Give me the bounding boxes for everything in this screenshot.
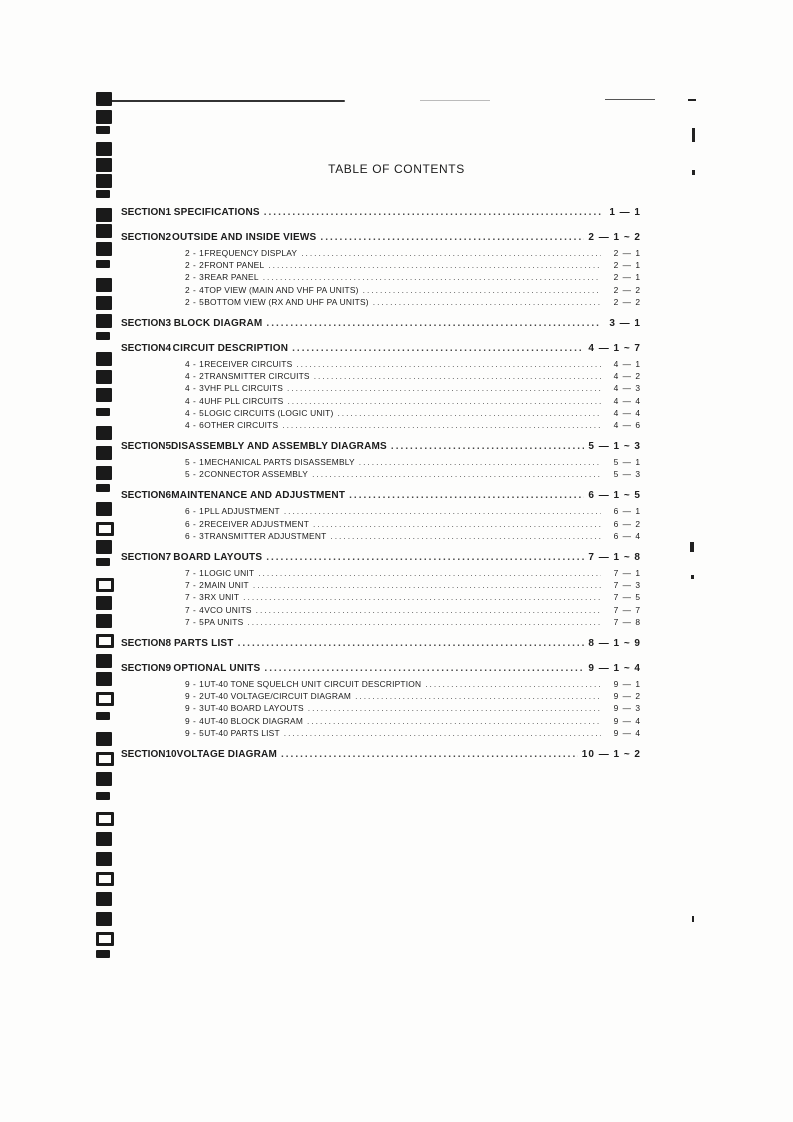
subsection-number: 5 - 1	[185, 457, 205, 468]
subsection-page: 2 — 1	[613, 260, 641, 271]
binding-tab	[96, 190, 110, 198]
binding-tab	[96, 408, 110, 416]
dot-leader	[238, 635, 585, 653]
subsection-page: 7 — 1	[613, 568, 641, 578]
dot-leader	[314, 370, 601, 382]
subsection-number: 9 - 4	[185, 715, 205, 726]
toc-subsection-row	[121, 727, 641, 739]
subsection-title: TOP VIEW (MAIN AND VHF PA UNITS)	[204, 284, 359, 295]
binding-tab	[96, 352, 112, 366]
subsection-page: 9 — 4	[613, 715, 641, 726]
subsection-page: 5 — 1	[613, 457, 641, 468]
scan-mark	[692, 128, 695, 142]
subsection-title: TRANSMITTER ADJUSTMENT	[204, 530, 327, 541]
section-label: SECTION	[121, 637, 166, 649]
subsection-page: 7 — 3	[613, 580, 641, 591]
subsection-page: 2 — 2	[613, 284, 641, 295]
toc-section-row	[121, 660, 641, 678]
binding-tab	[96, 224, 112, 238]
subsection-title: UT-40 VOLTAGE/CIRCUIT DIAGRAM	[204, 691, 352, 702]
dot-leader	[307, 715, 601, 727]
subsection-title: OTHER CIRCUITS	[204, 419, 279, 430]
section-label: SECTION	[121, 317, 166, 329]
subsection-number: 4 - 1	[185, 358, 205, 369]
binding-tab	[96, 732, 112, 746]
subsection-page: 9 — 3	[613, 703, 641, 714]
section-number: 5	[165, 441, 172, 453]
subsection-title: FREQUENCY DISPLAY	[204, 248, 298, 258]
dot-leader	[355, 690, 601, 702]
subsection-page: 4 — 4	[613, 395, 641, 406]
binding-tab	[96, 540, 112, 554]
toc-subsection-row	[121, 678, 641, 690]
subsection-title: UT-40 TONE SQUELCH UNIT CIRCUIT DESCRIPTION	[204, 678, 422, 689]
dot-leader	[292, 340, 584, 358]
subsection-page: 4 — 4	[613, 407, 641, 418]
toc-subsection-row	[121, 358, 641, 370]
toc-subsection-row	[121, 382, 641, 394]
subsection-number: 7 - 2	[185, 580, 205, 591]
section-page: 10 — 1 ~ 2	[581, 748, 641, 760]
binding-tab	[96, 950, 110, 958]
binding-tab	[96, 596, 112, 610]
subsection-page: 6 — 4	[613, 530, 641, 541]
toc-section-row	[121, 549, 641, 567]
subsection-number: 5 - 2	[185, 469, 205, 480]
section-number: 2	[165, 232, 172, 243]
toc-subsection-row	[121, 456, 641, 468]
dot-leader	[349, 487, 584, 505]
section-title: BLOCK DIAGRAM	[173, 317, 263, 329]
binding-tab	[96, 426, 112, 440]
dot-leader	[264, 660, 584, 678]
toc-subsection-row	[121, 407, 641, 419]
subsection-title: PLL ADJUSTMENT	[204, 506, 280, 517]
subsection-title: VCO UNITS	[204, 604, 252, 615]
toc-subsection-row	[121, 518, 641, 530]
section-label: SECTION	[121, 662, 166, 674]
subsection-title: LOGIC CIRCUITS (LOGIC UNIT)	[204, 407, 334, 418]
subsection-number: 4 - 4	[185, 395, 205, 406]
table-of-contents	[121, 204, 641, 771]
subsection-title: FRONT PANEL	[204, 260, 265, 271]
scan-mark	[691, 575, 694, 579]
dot-leader	[243, 591, 601, 603]
section-number: 10	[165, 748, 177, 760]
subsection-number: 2 - 3	[185, 272, 205, 283]
dot-leader	[264, 204, 601, 222]
dot-leader	[337, 407, 601, 419]
subsection-number: 6 - 3	[185, 530, 205, 541]
subsection-page: 2 — 1	[613, 248, 641, 258]
toc-subsection-row	[121, 259, 641, 271]
toc-subsection-row	[121, 284, 641, 296]
dot-leader	[373, 296, 601, 308]
toc-subsection-row	[121, 395, 641, 407]
binding-tab	[96, 502, 112, 516]
binding-tab	[96, 712, 110, 720]
binding-tab	[96, 654, 112, 668]
binding-tab	[96, 260, 110, 268]
subsection-page: 9 — 1	[613, 678, 641, 689]
binding-tab	[96, 278, 112, 292]
toc-section-row	[121, 635, 641, 653]
subsection-title: BOTTOM VIEW (RX AND UHF PA UNITS)	[204, 296, 369, 307]
toc-section-row	[121, 315, 641, 333]
section-page: 7 — 1 ~ 8	[588, 552, 641, 563]
binding-tab	[96, 912, 112, 926]
dot-leader	[363, 284, 601, 296]
toc-subsection-row	[121, 419, 641, 431]
section-page: 8 — 1 ~ 9	[588, 637, 641, 649]
binding-tab	[96, 892, 112, 906]
subsection-title: UHF PLL CIRCUITS	[204, 395, 284, 406]
dot-leader	[281, 746, 578, 764]
subsection-page: 4 — 1	[613, 358, 641, 369]
subsection-page: 2 — 2	[613, 296, 641, 307]
dot-leader	[287, 395, 601, 407]
dot-leader	[391, 438, 584, 456]
dot-leader	[266, 315, 601, 333]
subsection-number: 6 - 1	[185, 506, 205, 517]
subsection-page: 4 — 2	[613, 371, 641, 382]
subsection-number: 9 - 1	[185, 678, 205, 689]
section-label: SECTION	[121, 232, 166, 243]
binding-tab	[96, 772, 112, 786]
binding-tab	[96, 110, 112, 124]
binding-tab	[96, 332, 110, 340]
dot-leader	[266, 549, 584, 567]
subsection-number: 9 - 2	[185, 691, 205, 702]
binding-tab	[96, 558, 110, 566]
toc-subsection-row	[121, 591, 641, 603]
subsection-title: REAR PANEL	[204, 272, 259, 283]
binding-tab	[96, 692, 114, 706]
dot-leader	[282, 419, 601, 431]
section-page: 3 — 1	[609, 317, 641, 329]
subsection-title: RECEIVER CIRCUITS	[204, 358, 293, 369]
binding-tab	[96, 370, 112, 384]
section-title: BOARD LAYOUTS	[173, 552, 263, 563]
section-page: 9 — 1 ~ 4	[588, 662, 641, 674]
binding-tab	[96, 634, 114, 648]
subsection-title: UT-40 PARTS LIST	[204, 727, 280, 738]
top-rule	[100, 100, 345, 102]
spiral-binding	[96, 92, 114, 962]
binding-tab	[96, 388, 112, 402]
toc-subsection-row	[121, 530, 641, 542]
section-page: 5 — 1 ~ 3	[588, 441, 641, 453]
section-title: VOLTAGE DIAGRAM	[176, 748, 277, 760]
binding-tab	[96, 792, 110, 800]
subsection-title: CONNECTOR ASSEMBLY	[204, 469, 309, 480]
subsection-number: 4 - 2	[185, 371, 205, 382]
dot-leader	[256, 604, 601, 616]
subsection-title: LOGIC UNIT	[204, 568, 255, 578]
section-page: 2 — 1 ~ 2	[588, 232, 641, 243]
subsection-page: 4 — 6	[613, 419, 641, 430]
toc-section-row	[121, 340, 641, 358]
toc-subsection-row	[121, 468, 641, 480]
toc-subsection-row	[121, 296, 641, 308]
page-title: TABLE OF CONTENTS	[328, 162, 465, 176]
binding-tab	[96, 672, 112, 686]
dot-leader	[308, 702, 601, 714]
subsection-page: 4 — 3	[613, 383, 641, 394]
subsection-title: TRANSMITTER CIRCUITS	[204, 371, 310, 382]
subsection-number: 9 - 3	[185, 703, 205, 714]
subsection-number: 4 - 5	[185, 407, 205, 418]
subsection-number: 4 - 3	[185, 383, 205, 394]
binding-tab	[96, 242, 112, 256]
toc-subsection-row	[121, 370, 641, 382]
section-title: DISASSEMBLY AND ASSEMBLY DIAGRAMS	[171, 441, 387, 453]
toc-section-row	[121, 438, 641, 456]
section-label: SECTION	[121, 441, 166, 453]
binding-tab	[96, 872, 114, 886]
section-title: OPTIONAL UNITS	[173, 662, 261, 674]
dot-leader	[296, 358, 601, 370]
subsection-page: 9 — 4	[613, 727, 641, 738]
binding-tab	[96, 484, 110, 492]
dot-leader	[284, 505, 601, 517]
toc-subsection-row	[121, 579, 641, 591]
dot-leader	[263, 271, 601, 283]
subsection-number: 7 - 1	[185, 568, 205, 578]
subsection-number: 4 - 6	[185, 419, 205, 430]
section-label: SECTION	[121, 552, 166, 563]
binding-tab	[96, 126, 110, 134]
toc-section-row	[121, 204, 641, 222]
binding-tab	[96, 296, 112, 310]
subsection-page: 7 — 7	[613, 604, 641, 615]
subsection-page: 7 — 8	[613, 616, 641, 627]
binding-tab	[96, 522, 114, 536]
subsection-number: 6 - 2	[185, 518, 205, 529]
subsection-page: 2 — 1	[613, 272, 641, 283]
dot-leader	[359, 456, 601, 468]
subsection-number: 2 - 4	[185, 284, 205, 295]
section-page: 6 — 1 ~ 5	[588, 490, 641, 502]
section-number: 6	[165, 490, 172, 502]
subsection-number: 2 - 5	[185, 296, 205, 307]
scan-mark	[688, 99, 696, 101]
dot-leader	[258, 567, 601, 579]
toc-subsection-row	[121, 604, 641, 616]
subsection-page: 9 — 2	[613, 691, 641, 702]
toc-subsection-row	[121, 247, 641, 259]
dot-leader	[301, 247, 601, 259]
section-number: 9	[165, 662, 172, 674]
subsection-number: 7 - 4	[185, 604, 205, 615]
binding-tab	[96, 466, 112, 480]
dot-leader	[253, 579, 601, 591]
section-number: 7	[165, 552, 172, 563]
binding-tab	[96, 314, 112, 328]
section-number: 8	[165, 637, 172, 649]
dot-leader	[320, 229, 584, 247]
binding-tab	[96, 142, 112, 156]
dot-leader	[247, 616, 601, 628]
top-rule-faint	[420, 100, 490, 101]
binding-tab	[96, 852, 112, 866]
toc-subsection-row	[121, 271, 641, 283]
subsection-title: RX UNIT	[204, 592, 240, 603]
dot-leader	[312, 468, 601, 480]
toc-section-row	[121, 746, 641, 764]
subsection-number: 9 - 5	[185, 727, 205, 738]
section-number: 3	[165, 317, 172, 329]
binding-tab	[96, 92, 112, 106]
binding-tab	[96, 446, 112, 460]
subsection-page: 6 — 1	[613, 506, 641, 517]
dot-leader	[425, 678, 601, 690]
toc-section-row	[121, 229, 641, 247]
section-title: MAINTENANCE AND ADJUSTMENT	[171, 490, 346, 502]
binding-tab	[96, 812, 114, 826]
subsection-title: VHF PLL CIRCUITS	[204, 383, 284, 394]
section-label: SECTION	[121, 342, 166, 354]
section-title: CIRCUIT DESCRIPTION	[172, 342, 289, 354]
toc-subsection-row	[121, 567, 641, 579]
subsection-title: MECHANICAL PARTS DISASSEMBLY	[204, 457, 355, 468]
subsection-title: RECEIVER ADJUSTMENT	[204, 518, 310, 529]
dot-leader	[313, 518, 601, 530]
scan-mark	[692, 916, 694, 922]
subsection-number: 7 - 3	[185, 592, 205, 603]
section-number: 1	[165, 207, 172, 218]
section-title: PARTS LIST	[174, 637, 234, 649]
dot-leader	[330, 530, 601, 542]
toc-subsection-row	[121, 616, 641, 628]
toc-subsection-row	[121, 505, 641, 517]
binding-tab	[96, 832, 112, 846]
binding-tab	[96, 208, 112, 222]
section-page: 1 — 1	[609, 207, 641, 218]
toc-subsection-row	[121, 702, 641, 714]
subsection-title: UT-40 BLOCK DIAGRAM	[204, 715, 304, 726]
binding-tab	[96, 578, 114, 592]
dot-leader	[287, 382, 601, 394]
toc-subsection-row	[121, 690, 641, 702]
section-label: SECTION	[121, 490, 166, 502]
subsection-title: PA UNITS	[204, 616, 244, 627]
toc-section-row	[121, 487, 641, 505]
section-title: OUTSIDE AND INSIDE VIEWS	[171, 232, 317, 243]
binding-tab	[96, 174, 112, 188]
subsection-page: 6 — 2	[613, 518, 641, 529]
section-page: 4 — 1 ~ 7	[588, 342, 641, 354]
binding-tab	[96, 932, 114, 946]
top-rule-right	[605, 99, 655, 100]
section-number: 4	[165, 342, 172, 354]
section-label: SECTION	[121, 748, 166, 760]
scan-mark	[690, 542, 694, 552]
subsection-number: 2 - 2	[185, 260, 205, 271]
subsection-title: MAIN UNIT	[204, 580, 249, 591]
subsection-title: UT-40 BOARD LAYOUTS	[204, 703, 304, 714]
subsection-page: 5 — 3	[613, 469, 641, 480]
dot-leader	[284, 727, 601, 739]
subsection-number: 7 - 5	[185, 616, 205, 627]
binding-tab	[96, 752, 114, 766]
subsection-number: 2 - 1	[185, 248, 205, 258]
section-title: SPECIFICATIONS	[173, 207, 260, 218]
toc-subsection-row	[121, 715, 641, 727]
subsection-page: 7 — 5	[613, 592, 641, 603]
section-label: SECTION	[121, 207, 166, 218]
dot-leader	[268, 259, 601, 271]
binding-tab	[96, 614, 112, 628]
